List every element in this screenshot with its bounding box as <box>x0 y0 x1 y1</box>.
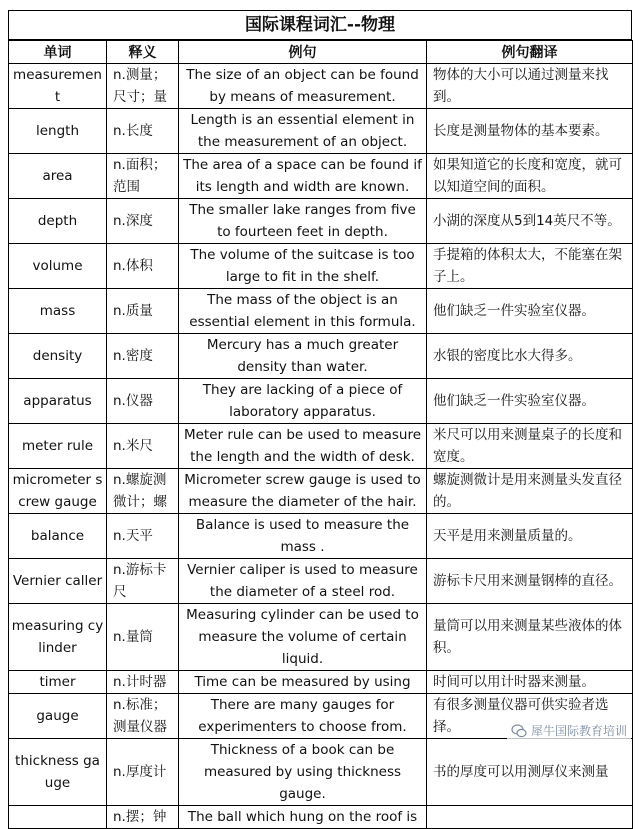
meaning-cell: n.深度 <box>107 199 179 244</box>
example-cell: The ball which hung on the roof is <box>179 806 427 829</box>
table-row <box>9 154 633 199</box>
vocabulary-sheet <box>8 10 632 829</box>
translation-cell: 螺旋测微计是用来测量头发直径的。 <box>427 469 633 514</box>
table-row <box>9 469 633 514</box>
example-cell: Length is an essential element in the measurement of an object. <box>179 109 427 154</box>
watermark <box>507 720 631 741</box>
meaning-cell: n.厚度计 <box>107 739 179 806</box>
example-cell: They are lacking of a piece of laboratory apparatus. <box>179 379 427 424</box>
word-cell: density <box>9 334 107 379</box>
table-row <box>9 289 633 334</box>
translation-cell: 量筒可以用来测量某些液体的体积。 <box>427 604 633 671</box>
table-row <box>9 379 633 424</box>
translation-cell: 如果知道它的长度和宽度，就可以知道空间的面积。 <box>427 154 633 199</box>
word-cell: Vernier caller <box>9 559 107 604</box>
word-cell: balance <box>9 514 107 559</box>
header-example: 例句 <box>179 41 427 64</box>
meaning-cell: n.计时器 <box>107 671 179 694</box>
meaning-cell: n.量筒 <box>107 604 179 671</box>
translation-cell <box>427 806 633 829</box>
meaning-cell: n.摆；钟 <box>107 806 179 829</box>
word-cell: measuring cylinder <box>9 604 107 671</box>
wechat-icon <box>511 723 527 739</box>
table-row <box>9 244 633 289</box>
translation-cell: 米尺可以用来测量桌子的长度和宽度。 <box>427 424 633 469</box>
example-cell: Vernier caliper is used to measure the diameter of a steel rod. <box>179 559 427 604</box>
example-cell: The volume of the suitcase is too large to fit in the shelf. <box>179 244 427 289</box>
table-row <box>9 64 633 109</box>
header-translation: 例句翻译 <box>427 41 633 64</box>
translation-cell: 物体的大小可以通过测量来找到。 <box>427 64 633 109</box>
meaning-cell: n.标准；测量仪器 <box>107 694 179 739</box>
vocabulary-table <box>8 40 633 829</box>
meaning-cell: n.天平 <box>107 514 179 559</box>
example-cell: Mercury has a much greater density than water. <box>179 334 427 379</box>
meaning-cell: n.质量 <box>107 289 179 334</box>
word-cell: apparatus <box>9 379 107 424</box>
table-row <box>9 806 633 829</box>
example-cell: The size of an object can be found by means of measurement. <box>179 64 427 109</box>
word-cell <box>9 806 107 829</box>
table-row <box>9 424 633 469</box>
meaning-cell: n.体积 <box>107 244 179 289</box>
meaning-cell: n.游标卡尺 <box>107 559 179 604</box>
example-cell: There are many gauges for experimenters to choose from. <box>179 694 427 739</box>
example-cell: The area of a space can be found if its length and width are known. <box>179 154 427 199</box>
word-cell: micrometer screw gauge <box>9 469 107 514</box>
translation-cell: 他们缺乏一件实验室仪器。 <box>427 289 633 334</box>
table-row <box>9 604 633 671</box>
translation-cell: 有很多测量仪器可供实验者选择。 <box>427 694 633 739</box>
meaning-cell: n.长度 <box>107 109 179 154</box>
example-cell: Measuring cylinder can be used to measure the volume of certain liquid. <box>179 604 427 671</box>
meaning-cell: n.测量；尺寸；量 <box>107 64 179 109</box>
translation-cell: 时间可以用计时器来测量。 <box>427 671 633 694</box>
example-cell: Micrometer screw gauge is used to measure the diameter of the hair. <box>179 469 427 514</box>
word-cell: area <box>9 154 107 199</box>
table-row <box>9 109 633 154</box>
translation-cell: 天平是用来测量质量的。 <box>427 514 633 559</box>
example-cell: The smaller lake ranges from five to fourteen feet in depth. <box>179 199 427 244</box>
example-cell: Time can be measured by using <box>179 671 427 694</box>
word-cell: measurement <box>9 64 107 109</box>
translation-cell: 手提箱的体积太大，不能塞在架子上。 <box>427 244 633 289</box>
translation-cell: 小湖的深度从5到14英尺不等。 <box>427 199 633 244</box>
example-cell: The mass of the object is an essential element in this formula. <box>179 289 427 334</box>
word-cell: depth <box>9 199 107 244</box>
table-row <box>9 559 633 604</box>
translation-cell: 游标卡尺用来测量钢棒的直径。 <box>427 559 633 604</box>
table-row <box>9 514 633 559</box>
meaning-cell: n.螺旋测微计；螺 <box>107 469 179 514</box>
table-row <box>9 199 633 244</box>
word-cell: timer <box>9 671 107 694</box>
table-row <box>9 739 633 806</box>
word-cell: length <box>9 109 107 154</box>
table-row <box>9 334 633 379</box>
translation-cell: 水银的密度比水大得多。 <box>427 334 633 379</box>
meaning-cell: n.面积；范围 <box>107 154 179 199</box>
meaning-cell: n.米尺 <box>107 424 179 469</box>
word-cell: meter rule <box>9 424 107 469</box>
table-row <box>9 671 633 694</box>
header-word: 单词 <box>9 41 107 64</box>
example-cell: Thickness of a book can be measured by using thickness gauge. <box>179 739 427 806</box>
sheet-title: 国际课程词汇--物理 <box>8 10 632 40</box>
word-cell: thickness gauge <box>9 739 107 806</box>
header-row <box>9 41 633 64</box>
meaning-cell: n.仪器 <box>107 379 179 424</box>
translation-cell: 书的厚度可以用测厚仪来测量 <box>427 739 633 806</box>
example-cell: Meter rule can be used to measure the length and the width of desk. <box>179 424 427 469</box>
word-cell: volume <box>9 244 107 289</box>
word-cell: gauge <box>9 694 107 739</box>
translation-cell: 长度是测量物体的基本要素。 <box>427 109 633 154</box>
word-cell: mass <box>9 289 107 334</box>
example-cell: Balance is used to measure the mass . <box>179 514 427 559</box>
translation-cell: 他们缺乏一件实验室仪器。 <box>427 379 633 424</box>
header-meaning: 释义 <box>107 41 179 64</box>
meaning-cell: n.密度 <box>107 334 179 379</box>
watermark-text: 犀牛国际教育培训 <box>530 724 627 738</box>
